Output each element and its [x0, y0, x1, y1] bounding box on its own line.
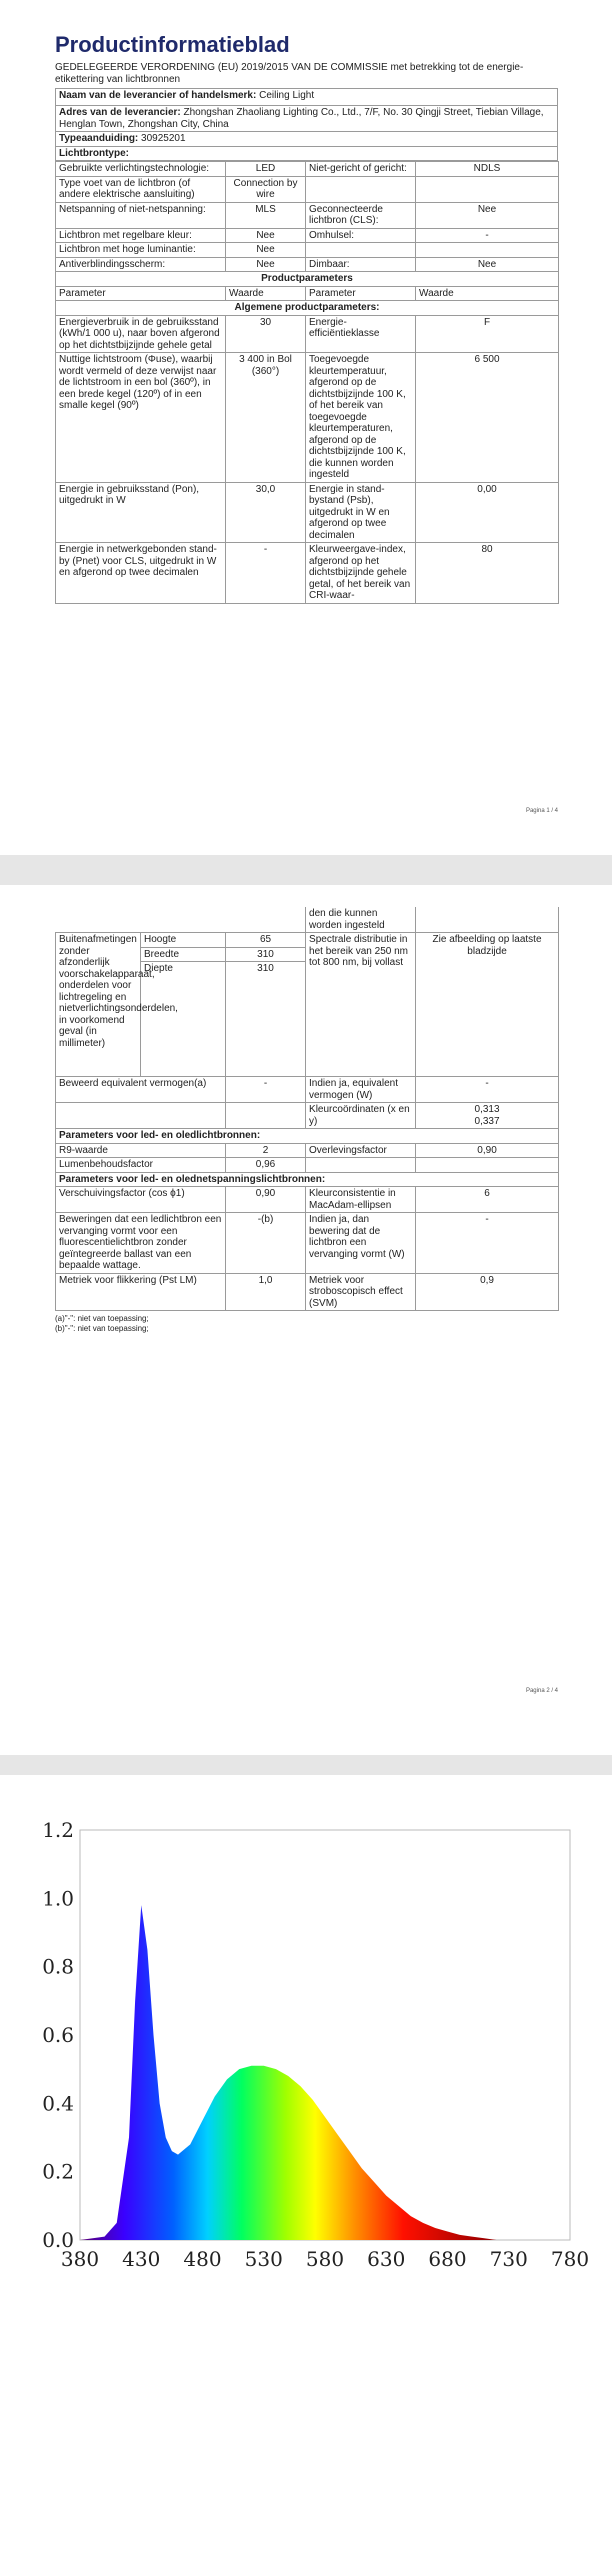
lightsource-row	[56, 257, 559, 272]
lightsource-row	[56, 228, 559, 243]
page-number: Pagina 1 / 4	[525, 808, 558, 814]
param-value: 6	[416, 1187, 559, 1213]
footnote-b: (b)"-": niet van toepassing;	[55, 1324, 149, 1333]
param-value: -	[226, 543, 306, 604]
page-title: Productinformatieblad	[55, 32, 290, 57]
col-header-param: Parameter	[306, 286, 416, 301]
y-tick-label: 0.6	[42, 2023, 74, 2047]
dim-depth-label: Diepte	[141, 962, 226, 1077]
spectrum-chart-svg	[40, 1780, 600, 2320]
param-row	[56, 1103, 559, 1129]
watermark: TSGK	[335, 1963, 370, 2014]
supplier-name: Ceiling Light	[259, 90, 315, 101]
watermark: TSGK	[457, 1940, 492, 1991]
param-row	[56, 482, 559, 543]
param-label: Energie in gebruiksstand (Pon), uitgedrukt in W	[56, 482, 226, 543]
regulation-text: GEDELEGEERDE VERORDENING (EU) 2019/2015 VAN DE COMMISSIE met betrekking tot de energie-etikettering van lichtbronnen	[55, 62, 524, 85]
lightsource-param: Geconnecteerde lichtbron (CLS):	[306, 202, 416, 228]
model-value: 30925201	[141, 133, 186, 144]
lightsource-param: Gebruikte verlichtingstechnologie:	[56, 162, 226, 177]
product-params-header: Productparameters	[56, 272, 559, 287]
lightsource-param: Antiverblindingsscherm:	[56, 257, 226, 272]
x-tick-label: 430	[122, 2247, 161, 2271]
lightsource-value	[416, 176, 559, 202]
param-value: 0,9	[416, 1273, 559, 1311]
lightsource-row	[56, 202, 559, 228]
param-value: 3 400 in Bol (360°)	[226, 353, 306, 483]
dim-height-value: 65	[226, 933, 306, 948]
spectrum-area	[80, 1905, 570, 2240]
lightsource-param: Niet-gericht of gericht:	[306, 162, 416, 177]
param-label: Overlevingsfactor	[306, 1143, 416, 1158]
lightsource-value: Nee	[416, 257, 559, 272]
param-label: Beweerd equivalent vermogen(a)	[56, 1077, 226, 1103]
document-page-1	[0, 0, 612, 855]
param-row	[56, 1187, 559, 1213]
param-label: Beweringen dat een ledlichtbron een vervanging vormt voor een fluorescentielichtbron zonder geïntegreerde ballast van een bepaalde wattage.	[56, 1213, 226, 1274]
x-tick-label: 730	[489, 2247, 528, 2271]
document-page-2	[0, 885, 612, 1755]
supplier-address-label: Adres van de leverancier:	[59, 107, 181, 118]
param-label: R9-waarde	[56, 1143, 226, 1158]
supplier-table	[55, 88, 558, 161]
param-value: 0,313 0,337	[416, 1103, 559, 1129]
param-label: Kleurcoördinaten (x en y)	[306, 1103, 416, 1129]
y-tick-label: 1.2	[42, 1818, 74, 1842]
y-tick-label: 0.8	[42, 1954, 74, 1979]
param-label: Energieverbruik in de gebruiksstand (kWh/1 000 u), naar boven afgerond op het dichtstbijzijnde gehele getal	[56, 315, 226, 353]
param-value: 0,00	[416, 482, 559, 543]
param-value: 30,0	[226, 482, 306, 543]
param-value: 2	[226, 1143, 306, 1158]
param-row	[56, 1273, 559, 1311]
param-label: Energie in stand-bystand (Psb), uitgedrukt in W en afgerond op twee decimalen	[306, 482, 416, 543]
lightsource-param	[306, 176, 416, 202]
model-label: Typeaanduiding:	[59, 133, 139, 144]
param-value	[226, 1103, 306, 1129]
param-value: 0,90	[226, 1187, 306, 1213]
param-label: Lumenbehoudsfactor	[56, 1158, 226, 1173]
param-label: Indien ja, equivalent vermogen (W)	[306, 1077, 416, 1103]
param-row	[56, 543, 559, 604]
lightsource-value: LED	[226, 162, 306, 177]
cri-continuation: den die kunnen worden ingesteld	[306, 907, 416, 933]
param-label: Verschuivingsfactor (cos ϕ1)	[56, 1187, 226, 1213]
lightsource-table	[55, 161, 559, 604]
lightsource-value: Nee	[416, 202, 559, 228]
param-value: 0,90	[416, 1143, 559, 1158]
param-value: 80	[416, 543, 559, 604]
param-label: Energie in netwerkgebonden stand-by (Pnet) voor CLS, uitgedrukt in W en afgerond op twee decimalen	[56, 543, 226, 604]
param-value: -(b)	[226, 1213, 306, 1274]
param-label: Toegevoegde kleurtemperatuur, afgerond op de dichtstbijzijnde 100 K, of het bereik van toegevoegde kleurtemperaturen, afgerond op de dichtstbijzijnde 100 K, die kunnen worden ingesteld	[306, 353, 416, 483]
page-gap	[0, 855, 612, 885]
param-value: -	[416, 1213, 559, 1274]
lightsource-row	[56, 176, 559, 202]
col-header-value: Waarde	[226, 286, 306, 301]
supplier-name-label: Naam van de leverancier of handelsmerk:	[59, 90, 257, 101]
param-label: Energie-efficiëntieklasse	[306, 315, 416, 353]
footnote-a: (a)"-": niet van toepassing;	[55, 1314, 149, 1323]
param-label: Indien ja, dan bewering dat de lichtbron een vervanging vormt (W)	[306, 1213, 416, 1274]
lightsource-param: Netspanning of niet-netspanning:	[56, 202, 226, 228]
x-tick-label: 480	[183, 2247, 222, 2271]
dimensions-label: Buitenafmetingen zonder afzonderlijk voorschakelapparaat, onderdelen voor lichtregeling en nietverlichtingsonderdelen, in voorkomend geval (in millimeter)	[56, 933, 141, 1077]
dim-height-label: Hoogte	[141, 933, 226, 948]
lightsource-row	[56, 243, 559, 258]
param-value: 6 500	[416, 353, 559, 483]
param-value	[416, 1158, 559, 1173]
param-value: 1,0	[226, 1273, 306, 1311]
lightsource-value: Connection by wire	[226, 176, 306, 202]
x-tick-label: 780	[550, 2247, 590, 2271]
watermark: TSGK	[237, 1917, 272, 1969]
param-label: Nuttige lichtstroom (Φuse), waarbij wordt vermeld of deze verwijst naar de lichtstroom in een bol (360º), in een brede kegel (120º) of in een smalle kegel (90º)	[56, 353, 226, 483]
col-header-value: Waarde	[416, 286, 559, 301]
dim-width-value: 310	[226, 947, 306, 962]
y-tick-label: 0.4	[42, 2091, 74, 2116]
watermark: TSGK	[163, 2054, 198, 2105]
y-tick-label: 0.0	[42, 2228, 74, 2252]
x-tick-label: 530	[244, 2247, 283, 2271]
param-row	[56, 315, 559, 353]
supplier-address: Zhongshan Zhaoliang Lighting Co., Ltd., 7/F, No. 30 Qingji Street, Tiebian Village, Henglan Town, Zhongshan City, China	[59, 107, 544, 130]
col-header-param: Parameter	[56, 286, 226, 301]
param-label: Metriek voor stroboscopisch effect (SVM)	[306, 1273, 416, 1311]
x-tick-label: 630	[367, 2247, 406, 2271]
param-value: 0,96	[226, 1158, 306, 1173]
y-tick-label: 0.2	[42, 2159, 74, 2184]
lightsource-type-label: Lichtbrontype:	[56, 146, 558, 161]
page-gap	[0, 1755, 612, 1775]
spd-label: Spectrale distributie in het bereik van 250 nm tot 800 nm, bij vollast	[306, 933, 416, 1077]
lightsource-param: Lichtbron met regelbare kleur:	[56, 228, 226, 243]
lightsource-value	[416, 243, 559, 258]
lightsource-param: Lichtbron met hoge luminantie:	[56, 243, 226, 258]
x-tick-label: 680	[428, 2247, 467, 2271]
param-label: Metriek voor flikkering (Pst LM)	[56, 1273, 226, 1311]
dim-width-label: Breedte	[141, 947, 226, 962]
page-number: Pagina 2 / 4	[525, 1688, 558, 1694]
lightsource-value: Nee	[226, 257, 306, 272]
general-params-header: Algemene productparameters:	[56, 301, 559, 316]
param-label	[56, 1103, 226, 1129]
param-row	[56, 353, 559, 483]
param-value: -	[226, 1077, 306, 1103]
y-tick-label: 1.0	[42, 1886, 74, 1911]
param-label: Kleurweergave-index, afgerond op het dichtstbijzijnde gehele getal, of het bereik van CRI-waar-	[306, 543, 416, 604]
watermark: TSGK	[537, 1997, 572, 2048]
param-row	[56, 1213, 559, 1274]
param-label: Kleurconsistentie in MacAdam-ellipsen	[306, 1187, 416, 1213]
param-row	[56, 1158, 559, 1173]
lightsource-param	[306, 243, 416, 258]
param-value: F	[416, 315, 559, 353]
params-table-2	[55, 907, 559, 1311]
mains-params-header: Parameters voor led- en olednetspanningslichtbronnen:	[56, 1172, 559, 1187]
spectrum-chart	[40, 1780, 600, 2320]
param-value: 30	[226, 315, 306, 353]
x-tick-label: 380	[60, 2247, 100, 2271]
lightsource-param: Type voet van de lichtbron (of andere elektrische aansluiting)	[56, 176, 226, 202]
lightsource-value: -	[416, 228, 559, 243]
lightsource-value: Nee	[226, 243, 306, 258]
param-row	[56, 1077, 559, 1103]
lightsource-row	[56, 162, 559, 177]
lightsource-value: MLS	[226, 202, 306, 228]
lightsource-value: NDLS	[416, 162, 559, 177]
spd-value: Zie afbeelding op laatste bladzijde	[416, 933, 559, 1077]
param-row	[56, 1143, 559, 1158]
param-value: -	[416, 1077, 559, 1103]
x-tick-label: 580	[305, 2247, 345, 2271]
lightsource-value: Nee	[226, 228, 306, 243]
lightsource-param: Omhulsel:	[306, 228, 416, 243]
led-params-header: Parameters voor led- en oledlichtbronnen:	[56, 1129, 559, 1144]
dim-depth-value: 310	[226, 962, 306, 1077]
param-label	[306, 1158, 416, 1173]
lightsource-param: Dimbaar:	[306, 257, 416, 272]
